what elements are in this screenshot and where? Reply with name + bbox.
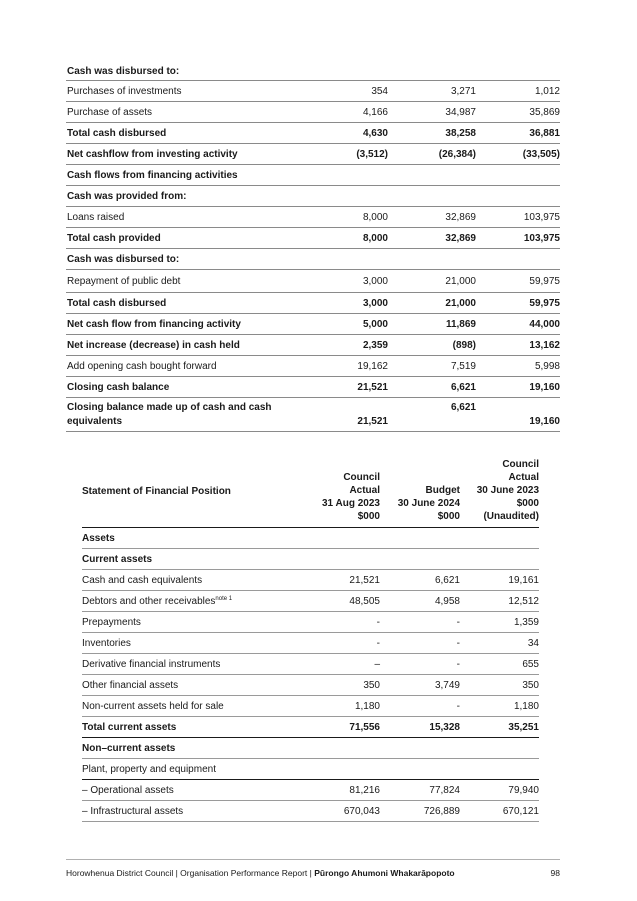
- value-budget: -: [456, 637, 460, 649]
- value-prior: 35,869: [529, 106, 560, 118]
- table-row: [82, 549, 539, 570]
- table-row: [82, 591, 539, 612]
- label-text: Prepayments: [82, 616, 141, 628]
- header-line: Budget: [425, 485, 460, 496]
- value-prior: 79,940: [508, 784, 539, 796]
- row-label: Net increase (decrease) in cash held: [67, 339, 240, 351]
- row-label: [82, 785, 280, 796]
- row-label: [82, 743, 280, 754]
- value-prior: 59,975: [529, 297, 560, 309]
- value-prior: 12,512: [508, 595, 539, 607]
- value-actual: –: [374, 658, 380, 670]
- table-row: [82, 675, 539, 696]
- table-row: [66, 62, 560, 81]
- value-prior: (33,505): [522, 148, 560, 160]
- row-label: Loans raised: [67, 211, 125, 223]
- value-budget: 3,271: [450, 85, 476, 97]
- row-label: [82, 722, 280, 733]
- value-prior: 103,975: [523, 232, 560, 244]
- value-budget: 6,621: [450, 402, 476, 413]
- table-row: [66, 293, 560, 314]
- header-line: $000: [357, 511, 380, 522]
- label-line-1: Closing balance made up of cash and cash: [67, 402, 272, 413]
- label-text: Plant, property and equipment: [82, 763, 216, 775]
- table-row: [66, 123, 560, 144]
- value-budget: 7,519: [450, 360, 476, 372]
- value-budget: 4,958: [434, 595, 460, 607]
- header-line: $000: [437, 511, 460, 522]
- table-row: [82, 801, 539, 822]
- footnote-ref: note 1: [215, 595, 233, 602]
- page-number: 98: [550, 868, 560, 878]
- value-actual: 354: [371, 85, 388, 97]
- table-row: [66, 270, 560, 293]
- value-prior: 5,998: [534, 360, 560, 372]
- value-budget: -: [456, 700, 460, 712]
- value-actual: 21,521: [357, 381, 388, 393]
- value-prior: 655: [522, 658, 539, 670]
- value-actual: 3,000: [362, 275, 388, 287]
- value-actual: 5,000: [362, 318, 388, 330]
- table-row: [82, 759, 539, 780]
- label-line-2: equivalents: [67, 416, 123, 427]
- label-text: Current assets: [82, 553, 153, 565]
- value-prior: 350: [522, 679, 539, 691]
- label-text: – Operational assets: [82, 784, 174, 796]
- label-text: Non–current assets: [82, 742, 176, 754]
- table-row: [82, 633, 539, 654]
- value-prior: 13,162: [529, 339, 560, 351]
- table-header: [82, 456, 539, 528]
- row-label: [82, 533, 280, 544]
- table-row: [66, 144, 560, 165]
- table-row: [66, 165, 560, 186]
- value-prior: 44,000: [529, 318, 560, 330]
- value-budget: 726,889: [423, 805, 460, 817]
- table-row: [82, 570, 539, 591]
- row-label: Net cash flow from financing activity: [67, 318, 241, 330]
- value-actual: 350: [363, 679, 380, 691]
- table-row: [82, 696, 539, 717]
- row-label: Cash was disbursed to:: [67, 253, 180, 265]
- value-budget: 77,824: [429, 784, 460, 796]
- row-label: Purchase of assets: [67, 106, 153, 118]
- value-actual: 21,521: [349, 574, 380, 586]
- row-label: [82, 638, 280, 649]
- table-row: [82, 738, 539, 759]
- value-prior: 670,121: [502, 805, 539, 817]
- table-row: [66, 356, 560, 377]
- row-label: [82, 596, 280, 607]
- row-label: Total cash disbursed: [67, 127, 167, 139]
- value-prior: 35,251: [508, 721, 539, 733]
- header-col-budget: [380, 484, 460, 523]
- label-text: Non-current assets held for sale: [82, 700, 224, 712]
- value-budget: 32,869: [445, 211, 476, 223]
- label-text: Inventories: [82, 637, 131, 649]
- value-actual: 3,000: [362, 297, 388, 309]
- row-label: Net cashflow from investing activity: [67, 148, 238, 160]
- value-actual: 19,162: [357, 360, 388, 372]
- label-text: Cash and cash equivalents: [82, 574, 203, 586]
- row-label: [82, 554, 280, 565]
- header-line: (Unaudited): [483, 511, 539, 522]
- header-line: Council: [502, 459, 539, 470]
- page-footer: [66, 859, 560, 878]
- value-actual: (3,512): [356, 148, 388, 160]
- table-row: [66, 314, 560, 335]
- table-row: [66, 228, 560, 249]
- header-col-actual-2023-aug: [280, 471, 380, 523]
- table-row: [66, 249, 560, 270]
- label-text: Total current assets: [82, 721, 177, 733]
- value-budget: 38,258: [445, 127, 476, 139]
- table-row: [66, 186, 560, 207]
- row-label: Total cash provided: [67, 232, 161, 244]
- table-row: [82, 528, 539, 549]
- value-budget: 15,328: [429, 721, 460, 733]
- value-budget: 11,869: [445, 318, 476, 330]
- value-budget: (898): [452, 339, 476, 351]
- value-actual: -: [376, 637, 380, 649]
- value-actual: 71,556: [349, 721, 380, 733]
- value-actual: 4,166: [362, 106, 388, 118]
- value-prior: 34: [527, 637, 539, 649]
- value-budget: 21,000: [445, 297, 476, 309]
- value-actual: 4,630: [362, 127, 388, 139]
- row-label: Cash was disbursed to:: [67, 65, 180, 77]
- value-prior: 1,180: [513, 700, 539, 712]
- value-actual: 21,521: [357, 416, 388, 427]
- row-label: Repayment of public debt: [67, 275, 181, 287]
- cashflow-table: [66, 62, 560, 432]
- row-label: Cash was provided from:: [67, 190, 187, 202]
- header-line: Actual: [349, 485, 380, 496]
- table-row: [66, 377, 560, 398]
- label-text: Assets: [82, 532, 115, 544]
- value-actual: 48,505: [349, 595, 380, 607]
- label-text: Other financial assets: [82, 679, 179, 691]
- table-row: [66, 207, 560, 228]
- table-row: [66, 81, 560, 102]
- header-line: 31 Aug 2023: [322, 498, 380, 509]
- row-label: [82, 659, 280, 670]
- value-budget: -: [456, 616, 460, 628]
- table-row: [82, 780, 539, 801]
- label-text: Debtors and other receivables: [82, 595, 216, 607]
- value-actual: 670,043: [343, 805, 380, 817]
- header-line: 30 June 2024: [397, 498, 460, 509]
- label-text: – Infrastructural assets: [82, 805, 184, 817]
- header-line: Council: [343, 472, 380, 483]
- row-label: Cash flows from financing activities: [67, 169, 238, 181]
- value-actual: 1,180: [354, 700, 380, 712]
- header-line: Actual: [508, 472, 539, 483]
- value-actual: 8,000: [362, 232, 388, 244]
- value-actual: 2,359: [362, 339, 388, 351]
- row-label: [82, 701, 280, 712]
- value-prior: 36,881: [529, 127, 560, 139]
- value-actual: 8,000: [362, 211, 388, 223]
- row-label: [82, 575, 280, 586]
- row-label: [66, 398, 308, 431]
- value-budget: 34,987: [445, 106, 476, 118]
- row-label: Closing cash balance: [67, 381, 170, 393]
- table-row: [66, 335, 560, 356]
- row-label: Add opening cash bought forward: [67, 360, 217, 372]
- header-line: 30 June 2023: [476, 485, 539, 496]
- value-budget: 3,749: [434, 679, 460, 691]
- table-row-closing-balance: [66, 398, 560, 432]
- row-label: [82, 617, 280, 628]
- value-budget: 6,621: [434, 574, 460, 586]
- value-budget: 21,000: [445, 275, 476, 287]
- table-title: Statement of Financial Position: [82, 486, 231, 497]
- header-col-actual-2023-june: [460, 458, 539, 523]
- footer-text: Horowhenua District Council | Organisation Performance Report | Pūrongo Ahumoni Whakarāpopoto: [66, 868, 455, 878]
- row-label: Purchases of investments: [67, 85, 182, 97]
- table-row: [82, 717, 539, 738]
- row-label: [82, 806, 280, 817]
- table-row: [66, 102, 560, 123]
- table-row: [82, 654, 539, 675]
- row-label: Total cash disbursed: [67, 297, 167, 309]
- value-prior: 19,160: [529, 381, 560, 393]
- header-line: $000: [516, 498, 539, 509]
- value-prior: 59,975: [529, 275, 560, 287]
- label-text: Derivative financial instruments: [82, 658, 221, 670]
- value-prior: 1,359: [513, 616, 539, 628]
- value-budget: (26,384): [438, 148, 476, 160]
- financial-position-table: [82, 456, 539, 822]
- value-actual: -: [376, 616, 380, 628]
- value-prior: 19,160: [529, 416, 560, 427]
- row-label: [82, 764, 280, 775]
- row-label: [82, 680, 280, 691]
- value-prior: 19,161: [508, 574, 539, 586]
- value-prior: 103,975: [523, 211, 560, 223]
- value-budget: 6,621: [450, 381, 476, 393]
- table-row: [82, 612, 539, 633]
- value-actual: 81,216: [349, 784, 380, 796]
- value-budget: -: [456, 658, 460, 670]
- value-prior: 1,012: [534, 85, 560, 97]
- value-budget: 32,869: [445, 232, 476, 244]
